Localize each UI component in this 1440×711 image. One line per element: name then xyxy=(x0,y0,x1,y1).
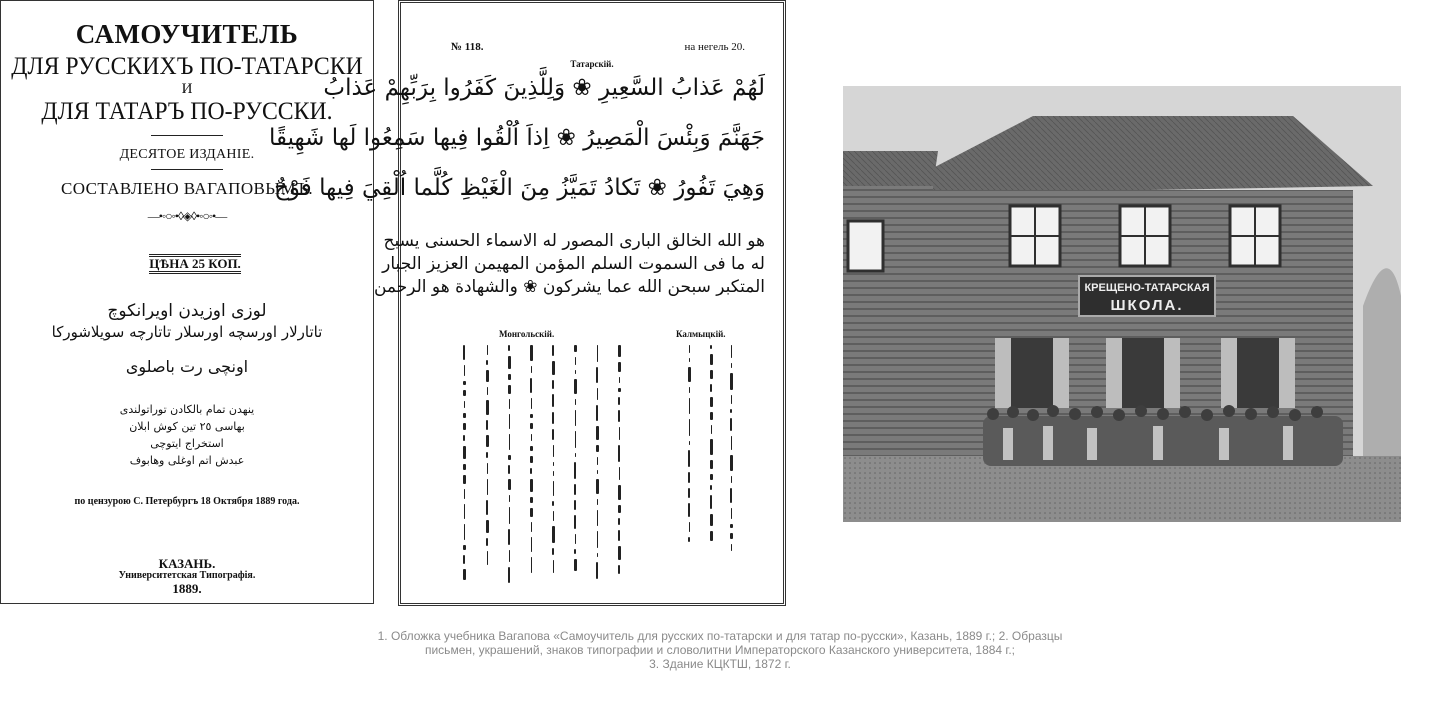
cover-arabic-small-4: عبدش اتم اوغلى وهابوف xyxy=(129,454,245,467)
vertical-script-column xyxy=(456,345,472,575)
specimen-arabic-line: جَهَنَّمَ وَبِئْسَ الْمَصِيرُ ❀ اِذاَ اُلْقُوا فِيها سَمِعُوا لَها شَهِيقًا xyxy=(268,125,765,151)
cover-arabic-title-3: اونچى رت باصلوى xyxy=(125,357,249,376)
book-cover-image xyxy=(0,0,374,604)
cover-imprint: по цензурою С. Петербургъ 18 Октября 1889 года. xyxy=(74,496,300,507)
type-specimen-image xyxy=(268,0,786,606)
school-building-photo xyxy=(843,86,1401,522)
cover-title-line2: ДЛЯ РУССКИХЪ ПО-ТАТАРСКИ xyxy=(11,53,363,80)
cover-arabic-title-2: تاتارلار اورسچه اورسلار تاتارچه سويلاشوركا xyxy=(51,323,323,341)
cover-year: 1889. xyxy=(172,581,202,596)
cover-title-line4: ДЛЯ ТАТАРЪ ПО-РУССКИ. xyxy=(41,98,333,125)
caption-line: 3. Здание КЦКТШ, 1872 г. xyxy=(649,657,791,671)
cover-arabic-small-2: بهاسى ٢٥ تين كوش ابلان xyxy=(129,420,245,433)
school-building-illustration xyxy=(843,86,1401,522)
specimen-arabic-line: لَهُمْ عَذابُ السَّعِيرِ ❀ وَلِلَّذِينَ كَفَرُوا بِرَبِّهِمْ عَذابُ xyxy=(323,75,765,101)
figure-caption xyxy=(300,629,1140,671)
specimen-arabic-line: له ما فى السموت السلم المؤمن المهيمن العزيز الجبار xyxy=(382,254,765,274)
vertical-script-column xyxy=(589,345,605,575)
specimen-lang-tatar: Татарскій. xyxy=(570,59,614,69)
cover-price: ЦѢНА 25 КОП. xyxy=(149,254,241,274)
specimen-page: на негель 20. xyxy=(684,41,745,53)
vertical-script-column xyxy=(611,345,627,575)
school-sign-line2: ШКОЛА. xyxy=(1110,297,1184,314)
cover-title-line1: САМОУЧИТЕЛЬ xyxy=(75,19,299,49)
vertical-script-column xyxy=(523,345,539,575)
vertical-script-column xyxy=(703,345,719,575)
cover-ornament: —•◦○◦•◊◈◊•◦○◦•— xyxy=(147,209,227,223)
vertical-script-column xyxy=(723,345,739,575)
cover-arabic-title-1: لوزى اوزيدن اويرانكوچ xyxy=(107,301,267,321)
caption-line: 1. Обложка учебника Вагапова «Самоучитель для русских по-татарски и для татар по-русски», Казань, 1889 г.; 2. Образцы xyxy=(377,629,1063,643)
cover-press: Университетская Типографія. xyxy=(118,570,256,581)
cover-arabic-small-3: استخراج ايتوچى xyxy=(150,437,224,450)
caption-line: письмен, украшений, знаков типографии и словолитни Императорского Казанского университета, 1884 г.; xyxy=(424,643,1015,657)
vertical-script-column xyxy=(681,345,697,575)
vertical-script-column xyxy=(567,345,583,575)
specimen-number: № 118. xyxy=(451,41,484,53)
specimen-lang-kalmyk: Калмыцкій. xyxy=(676,329,726,339)
school-sign-line1: КРЕЩЕНО-ТАТАРСКАЯ xyxy=(1084,282,1210,294)
specimen-arabic-line: هو الله الخالق البارى المصور له الاسماء الحسنى يسبح xyxy=(383,231,765,251)
specimen-arabic-line: المتكبر سبحن الله عما يشركون ❀ والشهادة هو الرحمن xyxy=(373,277,765,297)
cover-city: КАЗАНЬ. xyxy=(158,556,216,571)
cover-title-line3: И xyxy=(181,81,193,97)
vertical-script-column xyxy=(501,345,517,575)
cover-author: СОСТАВЛЕНО ВАГАПОВЫМЪ. xyxy=(60,179,314,198)
cover-divider xyxy=(151,169,223,170)
vertical-script-column xyxy=(545,345,561,575)
cover-arabic-small-1: ينهدن تمام بالكادن توراتولندى xyxy=(119,403,255,416)
specimen-lang-mongol: Монгольскій. xyxy=(499,329,555,339)
specimen-arabic-line: وَهِيَ تَفُورُ ❀ تَكادُ تَمَيَّزُ مِنَ الْغَيْظِ كُلَّما اُلْقِيَ فِيها فَوْجٌ xyxy=(274,175,765,201)
cover-edition: ДЕСЯТОЕ ИЗДАНІЕ. xyxy=(119,147,255,162)
vertical-script-column xyxy=(479,345,495,575)
cover-divider xyxy=(151,135,223,136)
